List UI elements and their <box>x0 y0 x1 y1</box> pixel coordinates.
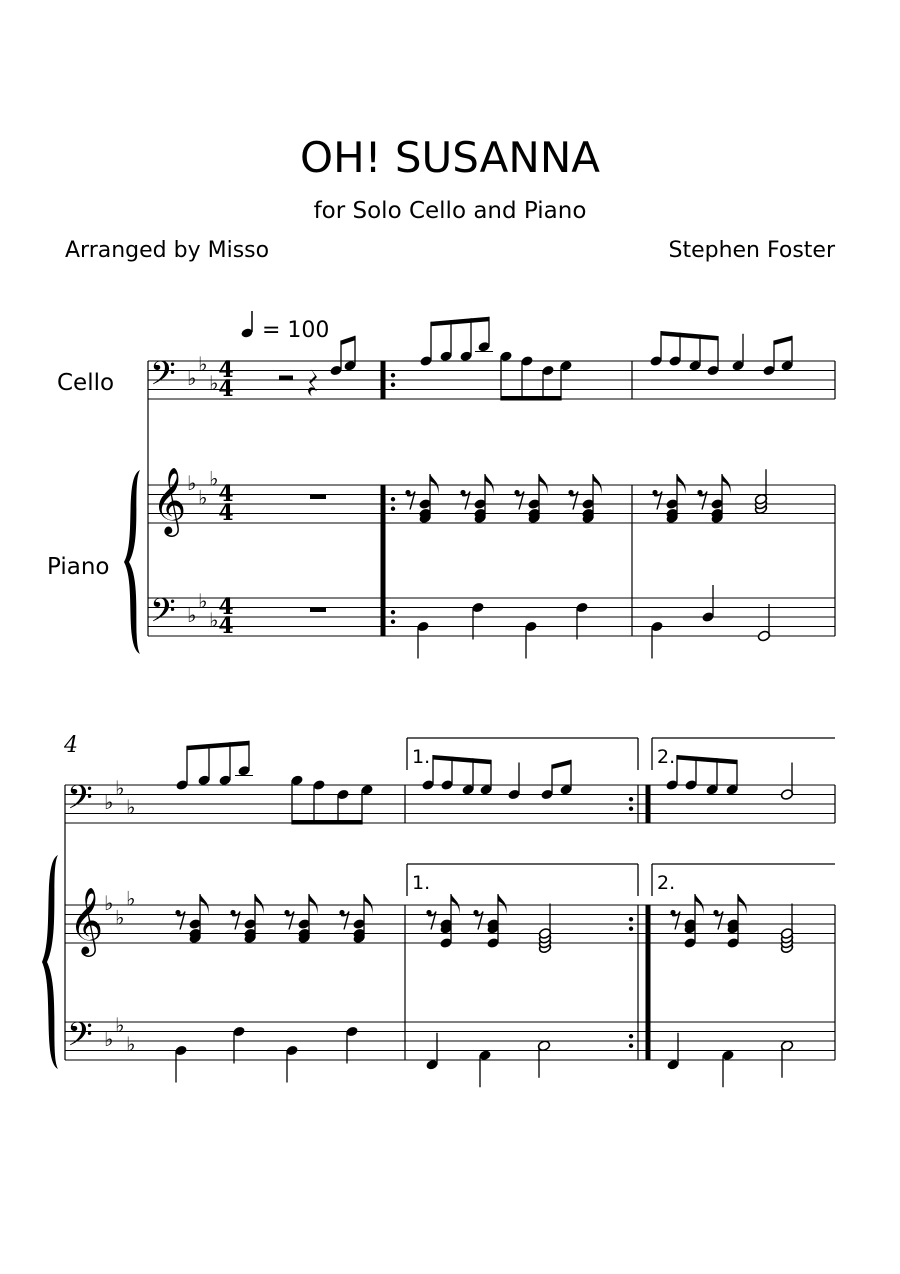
eighth-flag <box>430 474 439 494</box>
composer-credit: Stephen Foster <box>668 238 835 263</box>
key-signatures <box>104 352 218 1056</box>
volta-label: 2. <box>657 746 676 768</box>
flat-icon: ♭ <box>115 775 125 800</box>
eighth-flag <box>485 474 494 494</box>
repeat-dot <box>629 917 633 921</box>
flat-icon: ♭ <box>187 603 197 627</box>
bass-clef-icon: 𝄢 <box>150 592 176 638</box>
flat-icon: ♭ <box>198 485 208 510</box>
flat-icon: ♭ <box>126 1031 136 1056</box>
eighth-flag <box>498 894 507 914</box>
repeat-dot <box>391 620 395 624</box>
volta-label: 1. <box>412 872 431 894</box>
eighth-flag <box>309 894 318 914</box>
flat-icon: ♭ <box>104 790 114 814</box>
beam <box>677 755 737 764</box>
volta-bracket <box>407 738 638 770</box>
flat-icon: ♭ <box>104 1027 114 1051</box>
half-rest <box>279 376 293 381</box>
repeat-dot <box>629 797 633 801</box>
flat-icon: ♭ <box>104 891 114 915</box>
piano-brace-system-2 <box>42 855 58 1069</box>
flat-icon: ♭ <box>187 471 197 495</box>
beam <box>431 317 489 327</box>
flat-icon: ♭ <box>198 351 208 376</box>
eighth-rest <box>713 910 718 915</box>
piano-brace-system-1 <box>124 470 140 654</box>
tempo-marking <box>240 311 329 343</box>
eighth-flag <box>364 894 373 914</box>
flat-icon: ♭ <box>209 466 219 491</box>
whole-rest <box>310 495 326 500</box>
eighth-flag <box>539 474 548 494</box>
thick-barline <box>381 361 386 399</box>
flat-icon: ♭ <box>209 607 219 632</box>
volta-label: 1. <box>412 746 431 768</box>
repeat-dot <box>391 610 395 614</box>
measure-number: 4 <box>64 733 78 758</box>
arranger-credit: Arranged by Misso <box>65 238 270 263</box>
tempo-value: = 100 <box>262 318 330 343</box>
eighth-rest <box>284 910 289 915</box>
volta-bracket <box>652 864 835 896</box>
treble-clef-icon: 𝄞 <box>152 466 187 534</box>
score-title: OH! SUSANNA <box>300 133 600 182</box>
eighth-rest <box>652 490 657 495</box>
repeat-dot <box>391 497 395 501</box>
bass-clef-icon: 𝄢 <box>67 779 93 825</box>
eighth-rest <box>426 910 431 915</box>
flat-icon: ♭ <box>115 1012 125 1037</box>
eighth-rest <box>697 490 702 495</box>
flat-icon: ♭ <box>187 366 197 390</box>
repeat-dot <box>629 807 633 811</box>
staff-c2 <box>65 785 835 823</box>
repeat-dot <box>391 373 395 377</box>
quarter-note-icon <box>240 311 253 339</box>
repeat-dot <box>629 1044 633 1048</box>
staff-c1 <box>148 361 835 399</box>
treble-clef-icon: 𝄞 <box>69 886 104 954</box>
eighth-rest <box>460 490 465 495</box>
repeat-dot <box>391 507 395 511</box>
instrument-label-cello: Cello <box>57 370 115 396</box>
beam <box>774 336 792 345</box>
eighth-flag <box>451 894 460 914</box>
eighth-flag <box>593 474 602 494</box>
eighth-rest <box>230 910 235 915</box>
beam <box>187 741 249 751</box>
thick-barline <box>646 785 651 823</box>
volta-bracket <box>407 864 638 896</box>
time-signature-numerator: 4 <box>218 481 234 507</box>
eighth-flag <box>722 474 731 494</box>
eighth-flag <box>200 894 209 914</box>
time-signatures <box>218 357 233 639</box>
instrument-label-piano: Piano <box>47 554 110 580</box>
time-signature-denominator: 4 <box>218 500 234 526</box>
eighth-rest <box>514 490 519 495</box>
notes <box>174 317 794 1088</box>
repeat-dot <box>391 383 395 387</box>
flat-icon: ♭ <box>115 905 125 930</box>
thick-barline <box>646 905 651 1060</box>
beam <box>341 336 355 345</box>
flat-icon: ♭ <box>198 588 208 613</box>
eighth-flag <box>738 894 747 914</box>
beam <box>552 760 571 769</box>
flat-icon: ♭ <box>209 370 219 395</box>
score-subtitle: for Solo Cello and Piano <box>313 198 587 224</box>
eighth-flag <box>255 894 264 914</box>
volta-bracket <box>652 738 835 770</box>
time-signature-numerator: 4 <box>218 357 234 383</box>
eighth-flag <box>677 474 686 494</box>
eighth-rest <box>405 490 410 495</box>
eighth-rest <box>473 910 478 915</box>
eighth-flag <box>695 894 704 914</box>
bass-clef-icon: 𝄢 <box>67 1016 93 1062</box>
eighth-rest <box>568 490 573 495</box>
beam <box>501 396 561 401</box>
clefs <box>67 355 186 1062</box>
staff-b1 <box>148 598 835 636</box>
bass-clef-icon: 𝄢 <box>150 355 176 401</box>
quarter-rest <box>308 369 317 397</box>
whole-rest <box>310 608 326 613</box>
beam <box>433 755 491 764</box>
eighth-rest <box>175 910 180 915</box>
eighth-rest <box>670 910 675 915</box>
volta-label: 2. <box>657 872 676 894</box>
flat-icon: ♭ <box>126 886 136 911</box>
repeat-dot <box>629 927 633 931</box>
thick-barline <box>381 485 386 636</box>
repeat-dot <box>629 1034 633 1038</box>
flat-icon: ♭ <box>126 794 136 819</box>
time-signature-denominator: 4 <box>218 613 234 639</box>
beam <box>292 820 362 825</box>
time-signature-denominator: 4 <box>218 376 234 402</box>
time-signature-numerator: 4 <box>218 594 234 620</box>
eighth-rest <box>339 910 344 915</box>
beam <box>661 331 718 341</box>
staff-t1 <box>148 485 835 523</box>
